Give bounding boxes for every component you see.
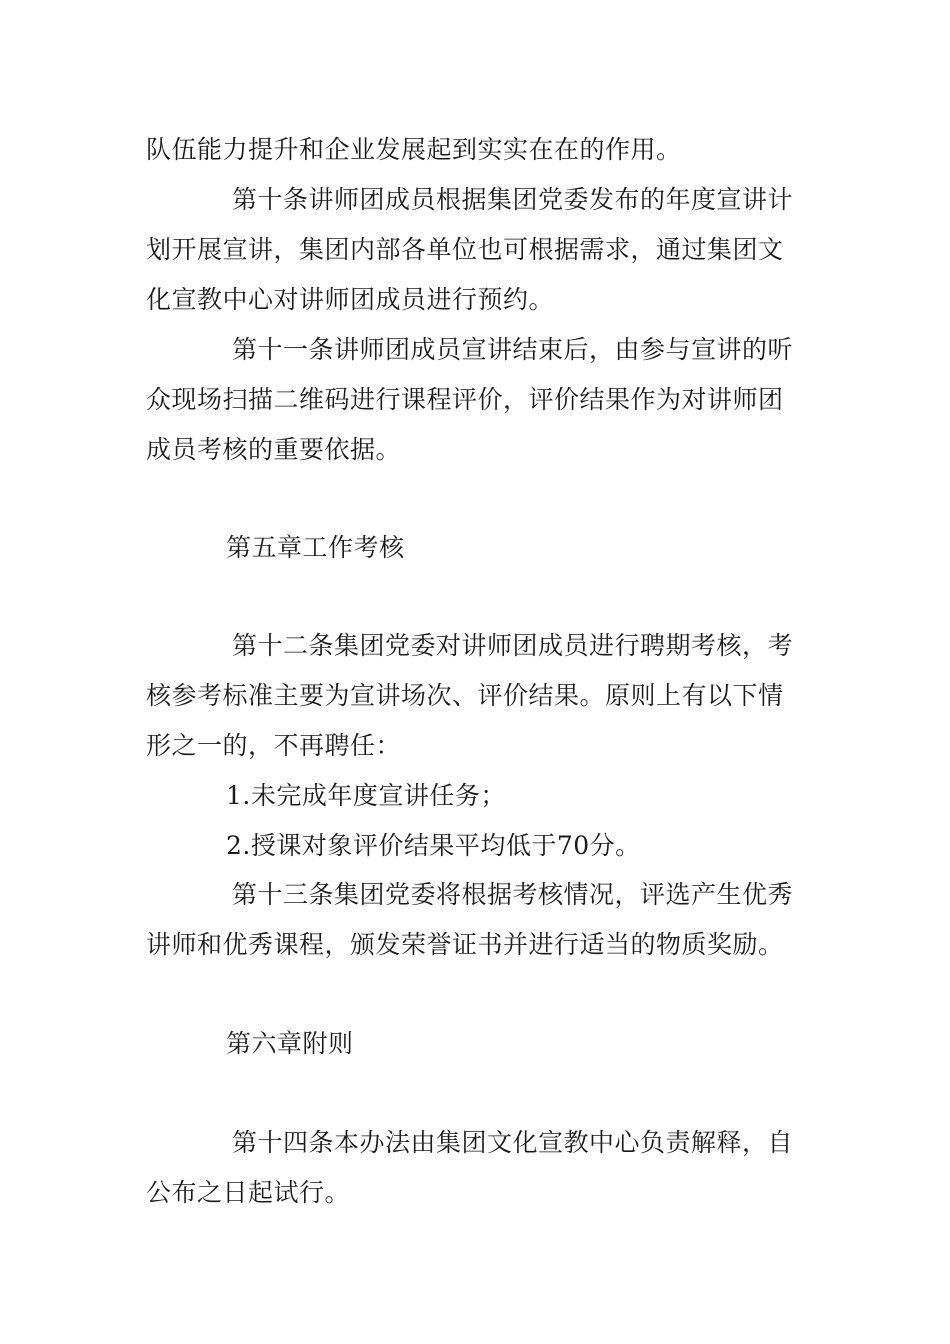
article-11-line-2: 众现场扫描二维码进行课程评价，评价结果作为对讲师团	[146, 385, 784, 414]
article-13-line-1: 第十三条集团党委将根据考核情况，评选产生优秀	[232, 880, 794, 909]
paragraph-line: 队伍能力提升和企业发展起到实实在在的作用。	[146, 135, 682, 164]
list-item-1: 1.未完成年度宣讲任务；	[226, 781, 506, 810]
article-12-line-2: 核参考标准主要为宣讲场次、评价结果。原则上有以下情	[146, 681, 784, 710]
list-item-2: 2.授课对象评价结果平均低于70分。	[226, 831, 641, 860]
article-11-line-3: 成员考核的重要依据。	[146, 435, 402, 464]
chapter-5-heading: 第五章工作考核	[226, 533, 405, 562]
article-14-line-1: 第十四条本办法由集团文化宣教中心负责解释，自	[232, 1128, 794, 1157]
article-10-line-3: 化宣教中心对讲师团成员进行预约。	[146, 285, 555, 314]
article-10-line-1: 第十条讲师团成员根据集团党委发布的年度宣讲计	[232, 185, 794, 214]
article-10-line-2: 划开展宣讲，集团内部各单位也可根据需求，通过集团文	[146, 235, 784, 264]
article-11-line-1: 第十一条讲师团成员宣讲结束后，由参与宣讲的听	[232, 335, 794, 364]
article-14-line-2: 公布之日起试行。	[146, 1178, 351, 1207]
article-12-line-3: 形之一的，不再聘任：	[146, 731, 402, 760]
chapter-6-heading: 第六章附则	[226, 1029, 354, 1058]
article-13-line-2: 讲师和优秀课程，颁发荣誉证书并进行适当的物质奖励。	[146, 930, 784, 959]
article-12-line-1: 第十二条集团党委对讲师团成员进行聘期考核，考	[232, 631, 794, 660]
